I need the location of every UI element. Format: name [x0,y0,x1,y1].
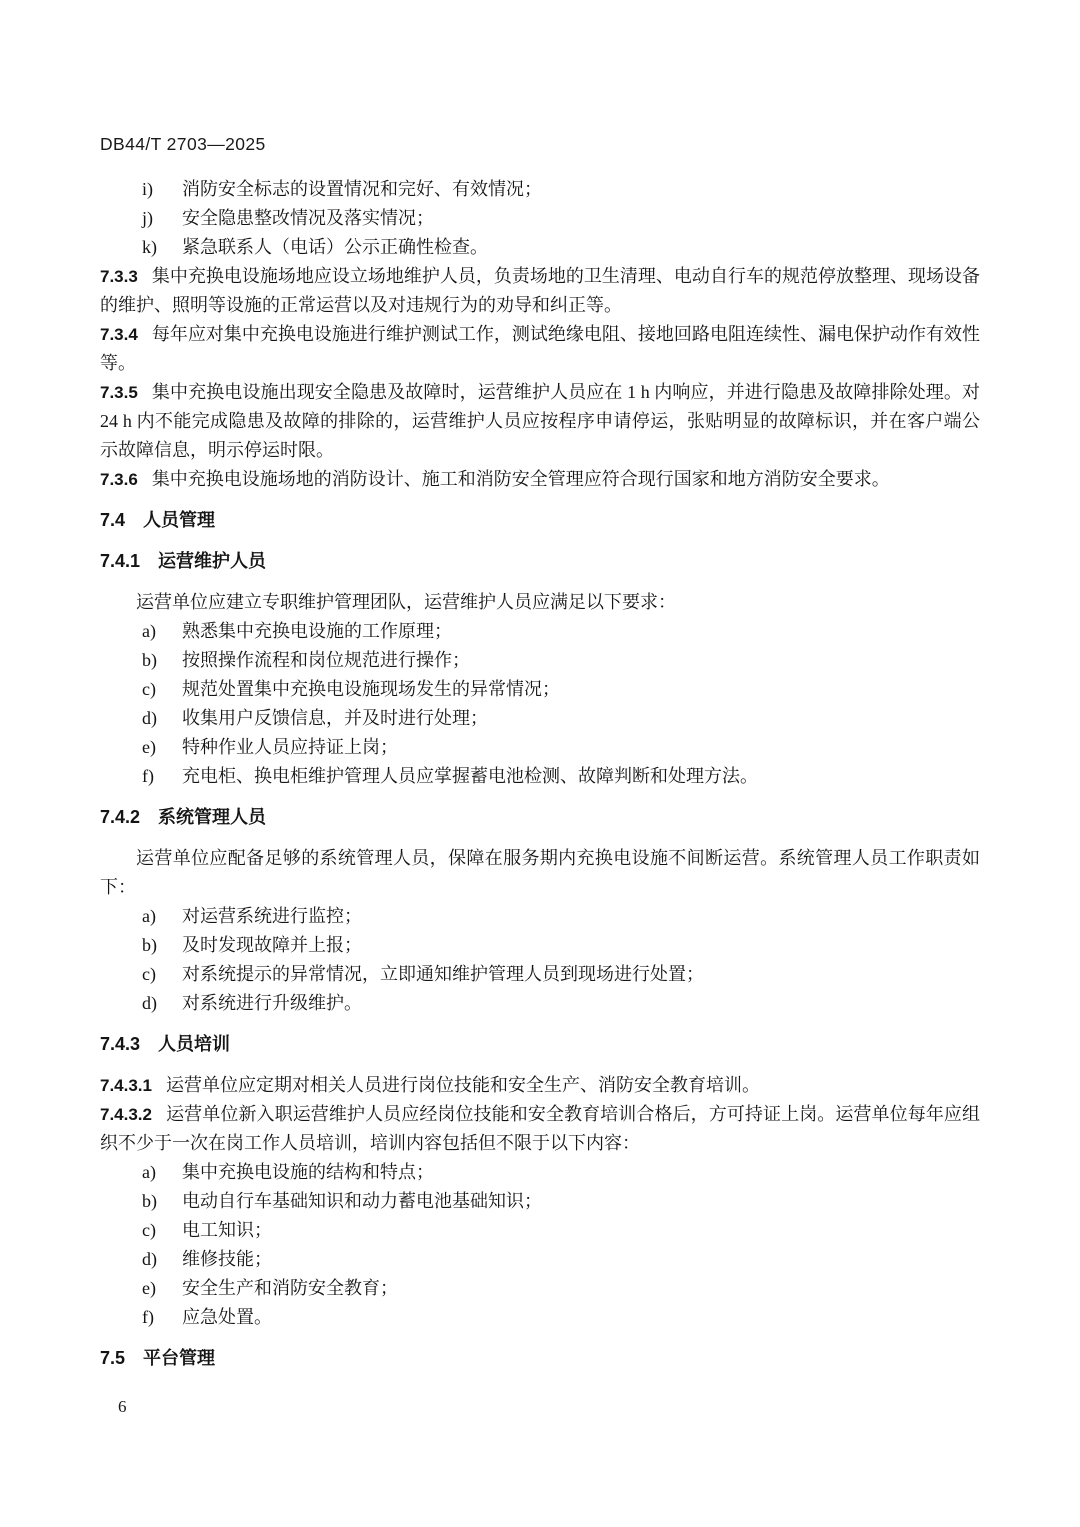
list-item-text: 电工知识； [182,1220,272,1240]
list-item [100,175,980,204]
list-item [100,204,980,233]
list-item-text: 对系统提示的异常情况，立即通知维护管理人员到现场进行处置； [182,964,704,984]
list-item [100,675,980,704]
clause-paragraph [100,320,980,378]
clause-text: 每年应对集中充换电设施进行维护测试工作，测试绝缘电阻、接地回路电阻连续性、漏电保护动作有效性等。 [100,324,980,373]
list-item-label: i) [142,179,153,199]
section-heading [100,1344,980,1373]
page-number: 6 [118,1397,127,1416]
list-item-label: a) [142,906,156,926]
list-item-label: b) [142,650,157,670]
clause-text: 运营单位应定期对相关人员进行岗位技能和安全生产、消防安全教育培训。 [166,1075,760,1095]
intro-paragraph: 运营单位应建立专职维护管理团队，运营维护人员应满足以下要求： [136,592,676,612]
section-heading [100,547,980,576]
list-item [100,989,980,1018]
list-item-label: f) [142,1307,154,1327]
list-item-label: e) [142,1278,156,1298]
list-item-text: 应急处置。 [182,1307,272,1327]
list-item-label: f) [142,766,154,786]
list-item-text: 安全隐患整改情况及落实情况； [182,208,434,228]
document-body [100,175,980,1373]
list-item-text: 收集用户反馈信息，并及时进行处理； [182,708,488,728]
list-item [100,1303,980,1332]
list-item-text: 集中充换电设施的结构和特点； [182,1162,434,1182]
list-item [100,902,980,931]
heading-text: 平台管理 [143,1348,216,1368]
list-item [100,233,980,262]
list-item-label: c) [142,1220,156,1240]
heading-text: 系统管理人员 [158,807,267,827]
list-item-text: 紧急联系人（电话）公示正确性检查。 [182,237,488,257]
list-item-label: a) [142,621,156,641]
clause-paragraph [100,1100,980,1158]
list-item-text: 维修技能； [182,1249,272,1269]
clause-text: 运营单位新入职运营维护人员应经岗位技能和安全教育培训合格后，方可持证上岗。运营单位每年应组织不少于一次在岗工作人员培训，培训内容包括但不限于以下内容： [100,1104,980,1153]
list-item-text: 对运营系统进行监控； [182,906,362,926]
clause-number: 7.4.3.2 [100,1105,152,1124]
list-item [100,704,980,733]
heading-number: 7.4.3 [100,1034,141,1054]
list-item-label: c) [142,964,156,984]
list-item-text: 按照操作流程和岗位规范进行操作； [182,650,470,670]
heading-text: 运营维护人员 [158,551,267,571]
heading-number: 7.5 [100,1348,126,1368]
list-item-label: d) [142,993,157,1013]
heading-number: 7.4.2 [100,807,141,827]
list-item [100,1187,980,1216]
intro-paragraph: 运营单位应配备足够的系统管理人员，保障在服务期内充换电设施不间断运营。系统管理人员工作职责如下： [100,848,980,897]
list-item-label: c) [142,679,156,699]
section-heading [100,1030,980,1059]
list-item [100,617,980,646]
list-item [100,1216,980,1245]
list-item-label: a) [142,1162,156,1182]
list-item-text: 对系统进行升级维护。 [182,993,362,1013]
list-item [100,1158,980,1187]
heading-text: 人员培训 [158,1034,231,1054]
clause-number: 7.3.3 [100,267,138,286]
clause-number: 7.3.6 [100,470,138,489]
list-item-text: 电动自行车基础知识和动力蓄电池基础知识； [182,1191,542,1211]
clause-text: 集中充换电设施场地的消防设计、施工和消防安全管理应符合现行国家和地方消防安全要求。 [151,469,890,489]
list-item-label: j) [142,208,153,228]
list-item [100,931,980,960]
list-item-label: b) [142,1191,157,1211]
list-item [100,733,980,762]
list-item-text: 安全生产和消防安全教育； [182,1278,398,1298]
list-item [100,960,980,989]
list-item-label: b) [142,935,157,955]
list-item-text: 规范处置集中充换电设施现场发生的异常情况； [182,679,560,699]
heading-number: 7.4.1 [100,551,141,571]
list-item-label: k) [142,237,157,257]
list-item [100,1274,980,1303]
clause-number: 7.4.3.1 [100,1076,152,1095]
clause-paragraph [100,1071,980,1100]
list-item-text: 及时发现故障并上报； [182,935,362,955]
section-heading [100,803,980,832]
list-item-text: 特种作业人员应持证上岗； [182,737,398,757]
doc-number: DB44/T 2703—2025 [100,134,266,154]
clause-number: 7.3.4 [100,325,138,344]
list-item-text: 熟悉集中充换电设施的工作原理； [182,621,452,641]
list-item [100,646,980,675]
list-item-label: e) [142,737,156,757]
clause-text: 集中充换电设施场地应设立场地维护人员，负责场地的卫生清理、电动自行车的规范停放整理、现场设备的维护、照明等设施的正常运营以及对违规行为的劝导和纠正等。 [100,266,980,315]
clause-paragraph [100,262,980,320]
clause-number: 7.3.5 [100,383,138,402]
clause-paragraph [100,465,980,494]
list-item-label: d) [142,708,157,728]
list-item-text: 消防安全标志的设置情况和完好、有效情况； [182,179,542,199]
heading-number: 7.4 [100,510,126,530]
list-item-label: d) [142,1249,157,1269]
list-item-text: 充电柜、换电柜维护管理人员应掌握蓄电池检测、故障判断和处理方法。 [182,766,758,786]
section-heading [100,506,980,535]
list-item [100,762,980,791]
clause-paragraph [100,378,980,465]
list-item [100,1245,980,1274]
clause-text: 集中充换电设施出现安全隐患及故障时，运营维护人员应在 1 h 内响应，并进行隐患及故障排除处理。对 24 h 内不能完成隐患及故障的排除的，运营维护人员应按程序申请停运，张贴明显的故障标识，并在客户端公示故障信息，明示停运时限。 [100,382,980,460]
heading-text: 人员管理 [143,510,216,530]
